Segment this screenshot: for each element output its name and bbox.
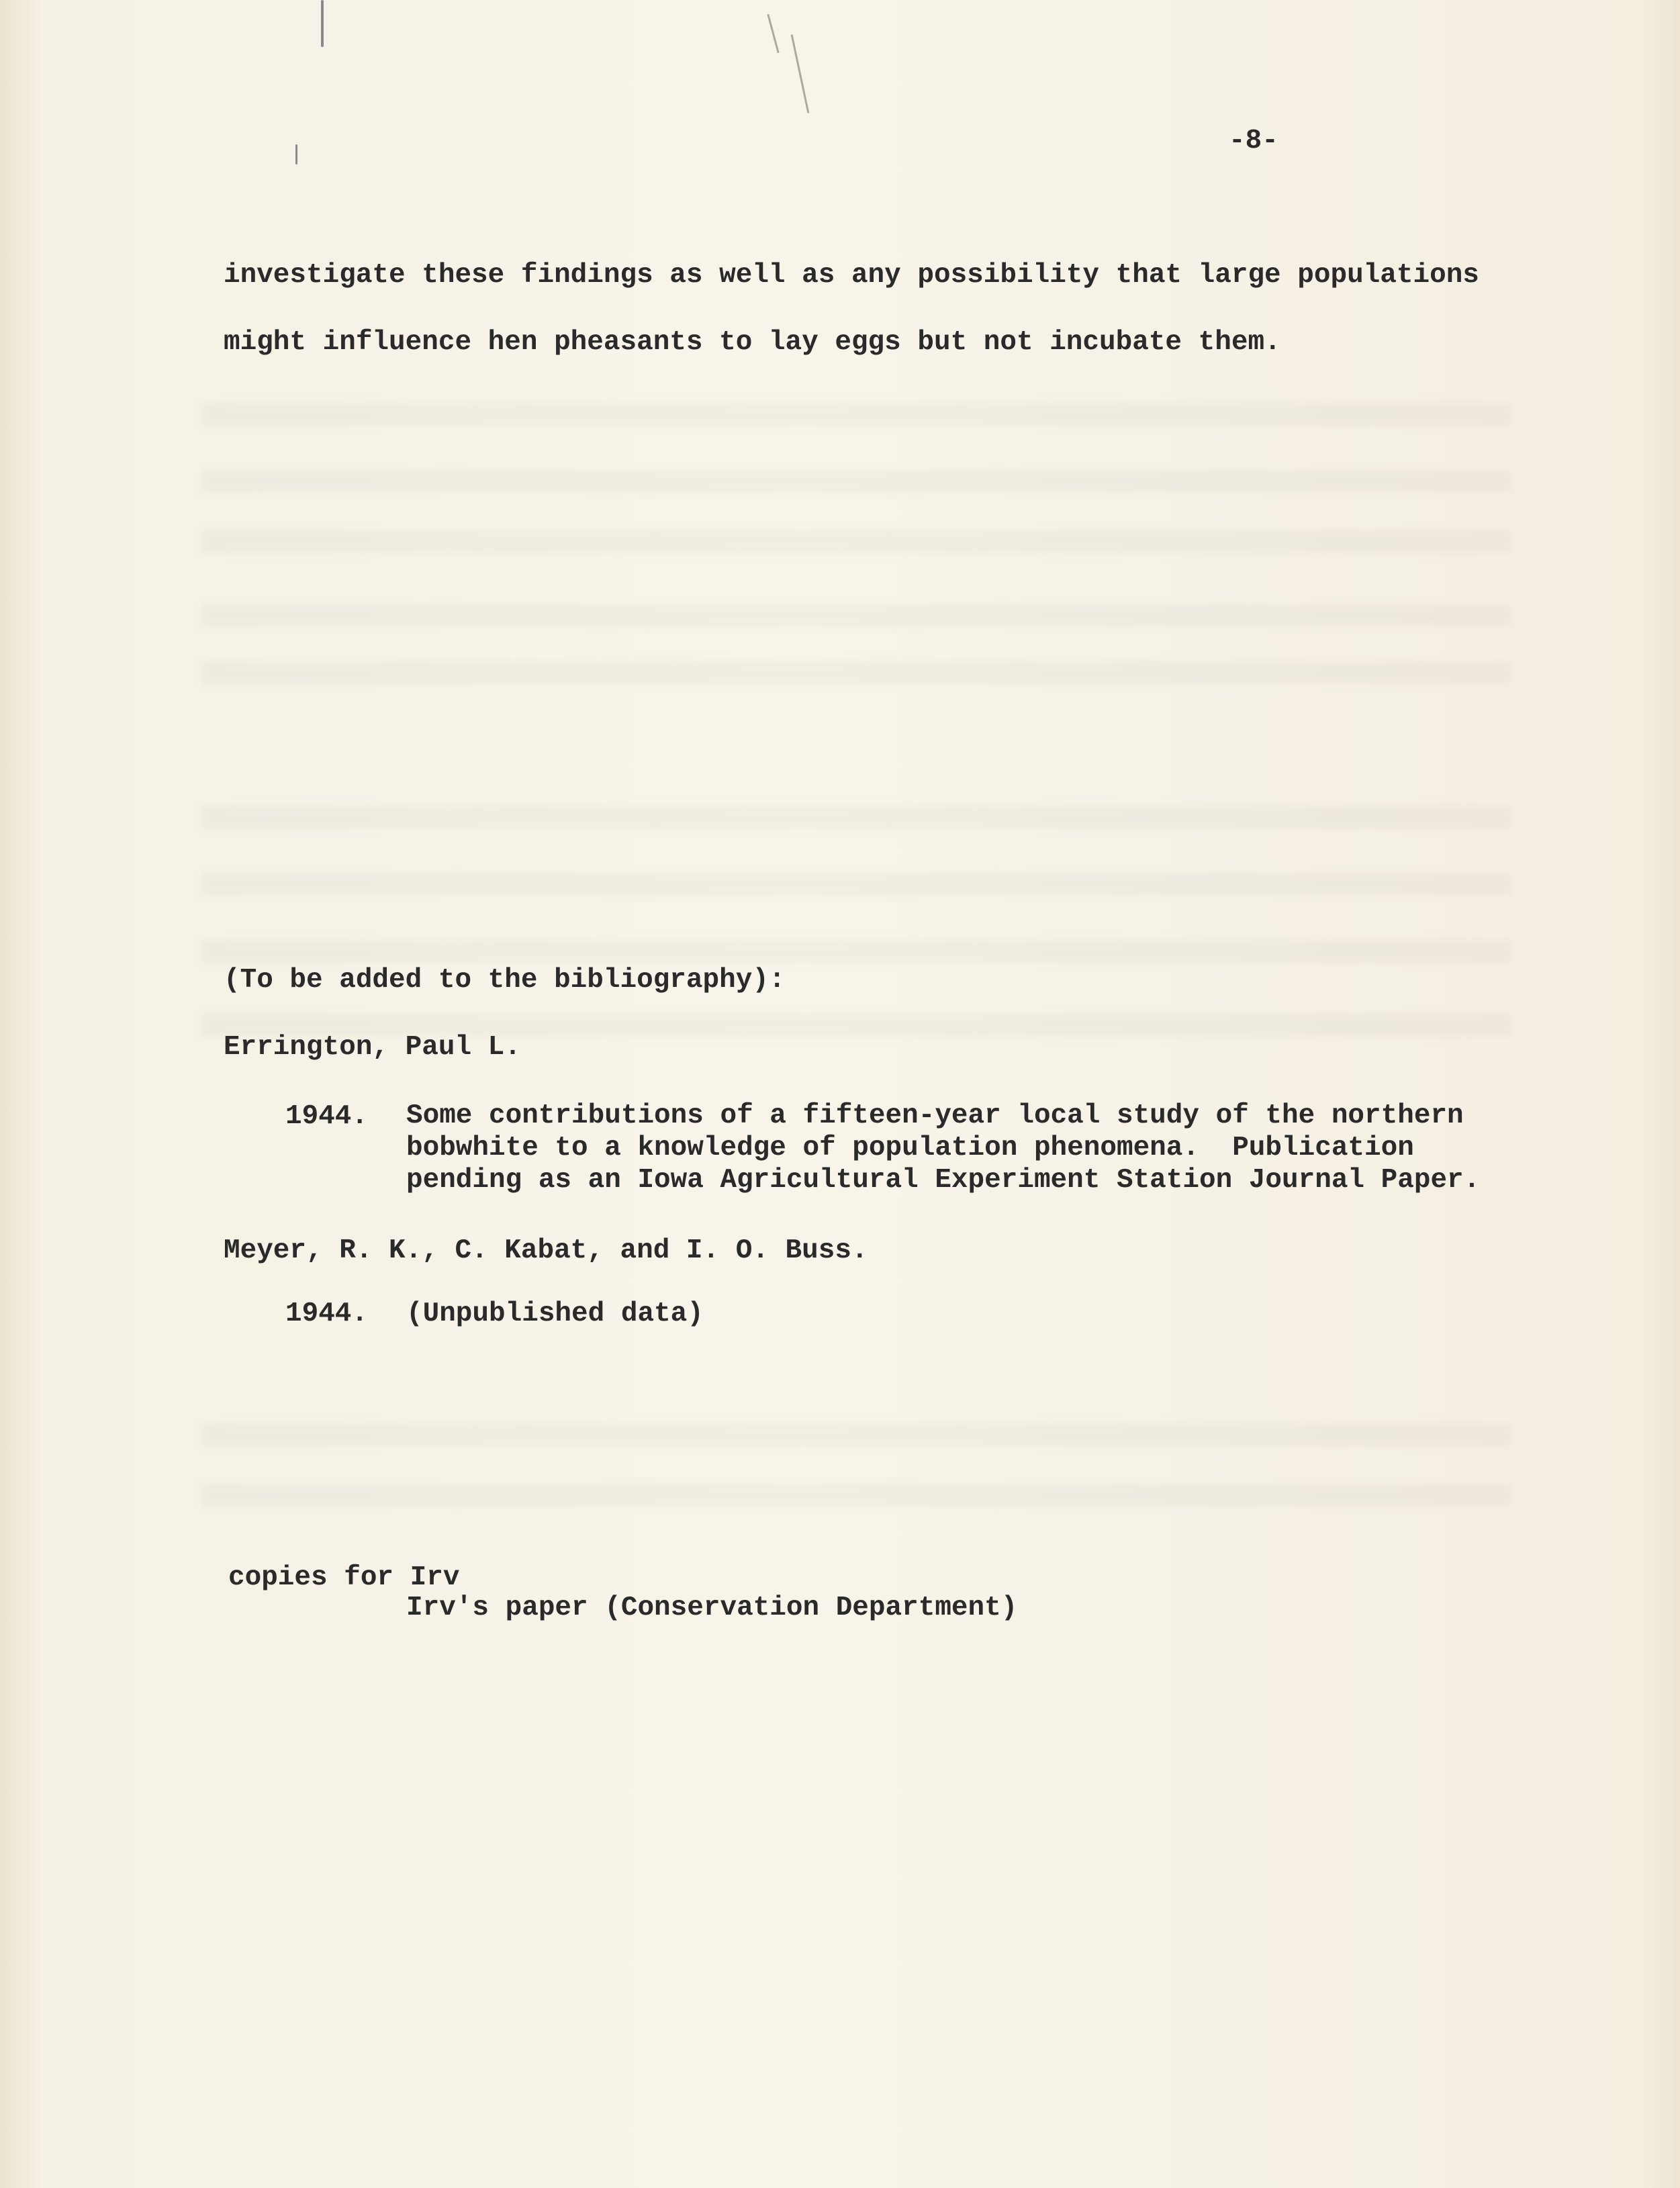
show-through-line — [201, 604, 1511, 627]
bib-reference-text — [406, 1100, 1480, 1196]
bib-author: Errington, Paul L. — [224, 1032, 521, 1063]
pencil-mark — [295, 144, 297, 164]
bib-reference-line: bobwhite to a knowledge of population phenomena. Publication — [406, 1133, 1414, 1163]
copies-note-detail: Irv's paper (Conservation Department) — [406, 1592, 1018, 1623]
bib-reference-line: Some contributions of a fifteen-year local study of the northern — [406, 1100, 1464, 1131]
bibliography-heading: (To be added to the bibliography): — [224, 965, 786, 996]
copies-note: copies for Irv — [228, 1562, 460, 1593]
pencil-mark — [767, 14, 779, 54]
show-through-line — [201, 530, 1511, 553]
show-through-line — [201, 873, 1511, 896]
bib-reference-line: pending as an Iowa Agricultural Experiment Station Journal Paper. — [406, 1165, 1481, 1196]
body-line: might influence hen pheasants to lay eggs but not incubate them. — [224, 327, 1281, 358]
bib-reference-line: (Unpublished data) — [406, 1298, 704, 1329]
page-number: -8- — [1229, 126, 1278, 156]
show-through-line — [201, 806, 1511, 828]
bib-author: Meyer, R. K., C. Kabat, and I. O. Buss. — [224, 1235, 868, 1266]
show-through-line — [201, 1423, 1511, 1446]
body-line: investigate these findings as well as any possibility that large populations — [224, 260, 1479, 291]
pencil-mark — [791, 34, 810, 113]
show-through-line — [201, 403, 1511, 426]
show-through-line — [201, 1484, 1511, 1507]
bib-year: 1944. — [285, 1298, 369, 1329]
show-through-line — [201, 661, 1511, 684]
show-through-line — [201, 940, 1511, 963]
show-through-line — [201, 470, 1511, 493]
bib-year: 1944. — [285, 1101, 369, 1132]
pencil-mark — [321, 0, 324, 47]
